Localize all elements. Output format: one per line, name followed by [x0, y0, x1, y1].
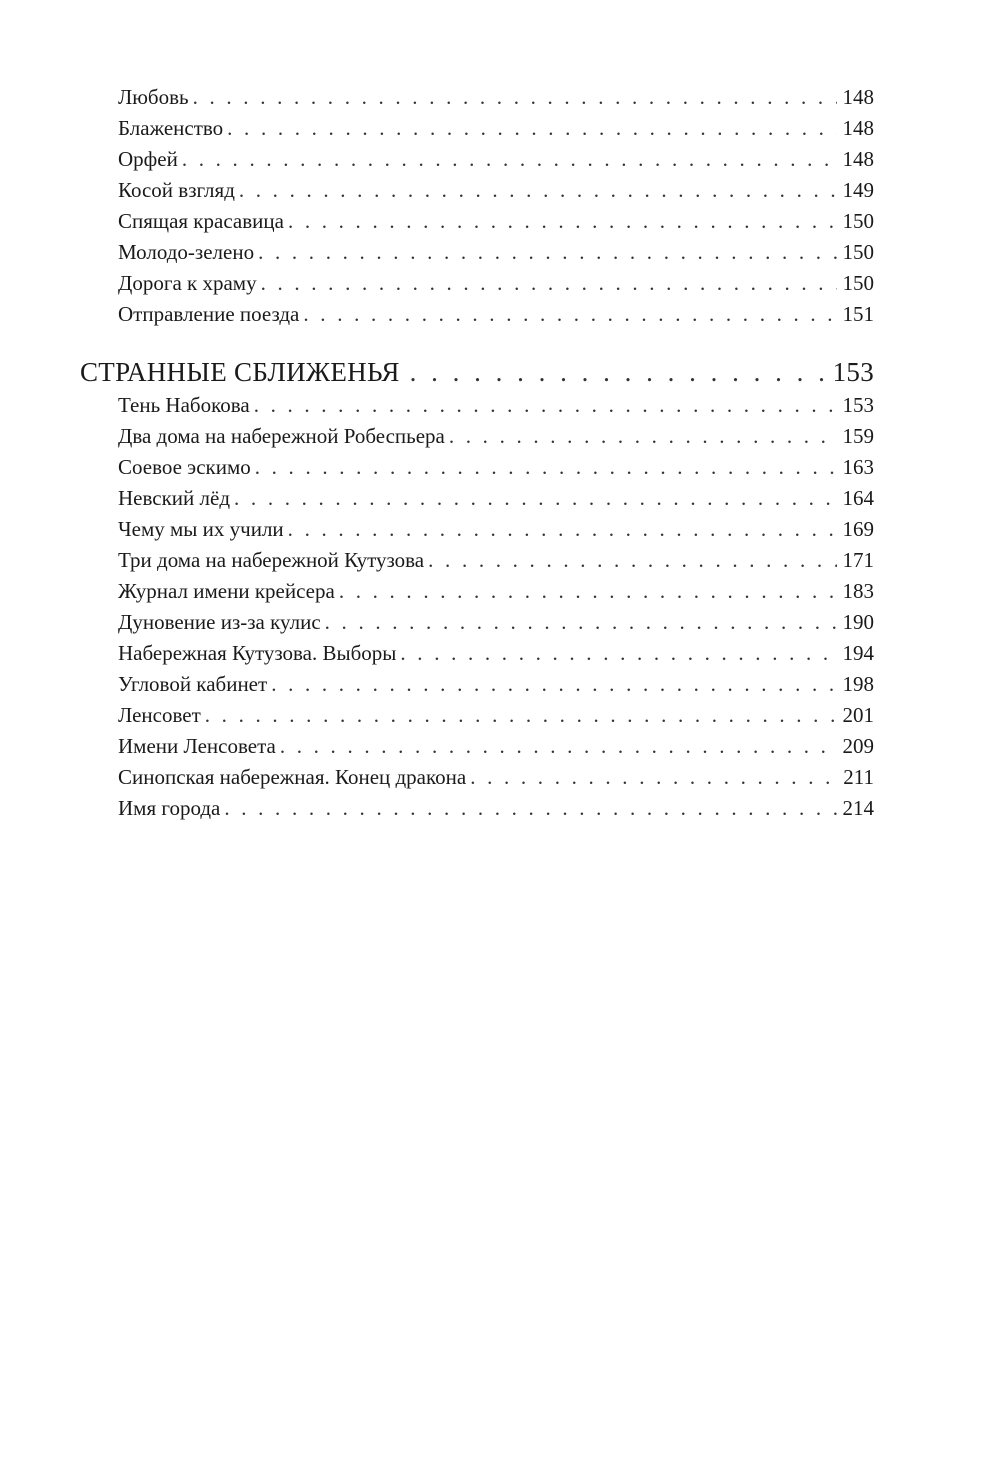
toc-entry: [118, 545, 874, 576]
toc-entry-title: Ленсовет: [118, 703, 201, 727]
toc-entry-page: 164: [842, 486, 874, 510]
toc-entry-title: Косой взгляд: [118, 178, 235, 202]
toc-entry-page: 211: [843, 765, 874, 789]
toc-entry: [118, 237, 874, 268]
toc-entry-page: 163: [842, 455, 874, 479]
toc-entry: [118, 144, 874, 175]
toc-entry-title: Журнал имени крейсера: [118, 579, 335, 603]
dot-leader: [205, 700, 837, 731]
toc-entry: [118, 731, 874, 762]
toc-entry: [118, 483, 874, 514]
dot-leader: [227, 113, 836, 144]
dot-leader: [255, 452, 837, 483]
dot-leader: [280, 731, 837, 762]
toc-entry: [118, 762, 874, 793]
toc-entry-title: Чему мы их учили: [118, 517, 284, 541]
toc-entry-page: 148: [842, 147, 874, 171]
toc-entry-title: Блаженство: [118, 116, 224, 140]
toc-entry-title: Любовь: [118, 85, 189, 109]
toc-entry-page: 198: [842, 672, 874, 696]
toc-entry-page: 150: [842, 209, 874, 233]
toc-entry-page: 169: [842, 517, 874, 541]
toc-entry-page: 183: [842, 579, 874, 603]
dot-leader: [303, 299, 836, 330]
toc-entry: [118, 268, 874, 299]
dot-leader: [271, 669, 836, 700]
dot-leader: [224, 793, 836, 824]
toc-entry-page: 171: [842, 548, 874, 572]
toc-entry-title: Три дома на набережной Кутузова: [118, 548, 425, 572]
toc-entry-title: Молодо-зелено: [118, 240, 255, 264]
toc-entry-page: 150: [842, 240, 874, 264]
dot-leader: [428, 545, 836, 576]
toc-entry-page: 214: [842, 796, 874, 820]
dot-leader: [400, 638, 836, 669]
toc-entry: [118, 421, 874, 452]
dot-leader: [288, 514, 837, 545]
dot-leader: [470, 762, 837, 793]
dot-leader: [261, 268, 837, 299]
toc-entry-page: 148: [842, 116, 874, 140]
dot-leader: [449, 421, 837, 452]
dot-leader: [258, 237, 836, 268]
toc-entry: [118, 607, 874, 638]
toc-entry-title: Угловой кабинет: [118, 672, 268, 696]
toc-entry-title: Дуновение из-за кулис: [118, 610, 321, 634]
toc-entry: [118, 700, 874, 731]
toc-entry-page: 148: [842, 85, 874, 109]
toc-entry-title: Отправление поезда: [118, 302, 300, 326]
dot-leader: [182, 144, 837, 175]
toc-entry: [118, 793, 874, 824]
dot-leader: [410, 354, 825, 390]
toc-entry-title: Тень Набокова: [118, 393, 250, 417]
toc-entry-title: Набережная Кутузова. Выборы: [118, 641, 397, 665]
toc-entry-page: 201: [842, 703, 874, 727]
toc-entry-title: Синопская набережная. Конец дракона: [118, 765, 467, 789]
toc-entry: [118, 113, 874, 144]
dot-leader: [239, 175, 837, 206]
dot-leader: [193, 82, 837, 113]
toc-entry: [118, 669, 874, 700]
dot-leader: [234, 483, 836, 514]
toc-entry-page: 209: [842, 734, 874, 758]
toc-entry: [118, 82, 874, 113]
toc-entry-page: 153: [842, 393, 874, 417]
toc-entry-title: Соевое эскимо: [118, 455, 251, 479]
toc-entry-title: Имя города: [118, 796, 221, 820]
toc-entry: [118, 576, 874, 607]
toc-entry: [118, 452, 874, 483]
toc-entry-page: 190: [842, 610, 874, 634]
toc-entry: [118, 206, 874, 237]
toc-entry-page: 194: [842, 641, 874, 665]
section-title: СТРАННЫЕ СБЛИЖЕНЬЯ: [80, 357, 400, 387]
toc-entry-title: Орфей: [118, 147, 178, 171]
toc-entry: [118, 390, 874, 421]
toc-entry-page: 151: [842, 302, 874, 326]
toc-entry-title: Два дома на набережной Робеспьера: [118, 424, 445, 448]
dot-leader: [254, 390, 837, 421]
dot-leader: [339, 576, 837, 607]
toc-section-heading: [80, 354, 874, 390]
toc-entry: [118, 299, 874, 330]
toc-entry-title: Невский лёд: [118, 486, 231, 510]
dot-leader: [325, 607, 837, 638]
toc-entry-page: 149: [842, 178, 874, 202]
toc-entry: [118, 175, 874, 206]
toc-entry-title: Дорога к храму: [118, 271, 257, 295]
toc-entry-page: 150: [842, 271, 874, 295]
section-page: 153: [832, 357, 874, 387]
toc-entry-title: Имени Ленсовета: [118, 734, 276, 758]
dot-leader: [288, 206, 837, 237]
toc-entry-title: Спящая красавица: [118, 209, 284, 233]
toc-entry-page: 159: [842, 424, 874, 448]
toc-entry: [118, 514, 874, 545]
toc-entry: [118, 638, 874, 669]
